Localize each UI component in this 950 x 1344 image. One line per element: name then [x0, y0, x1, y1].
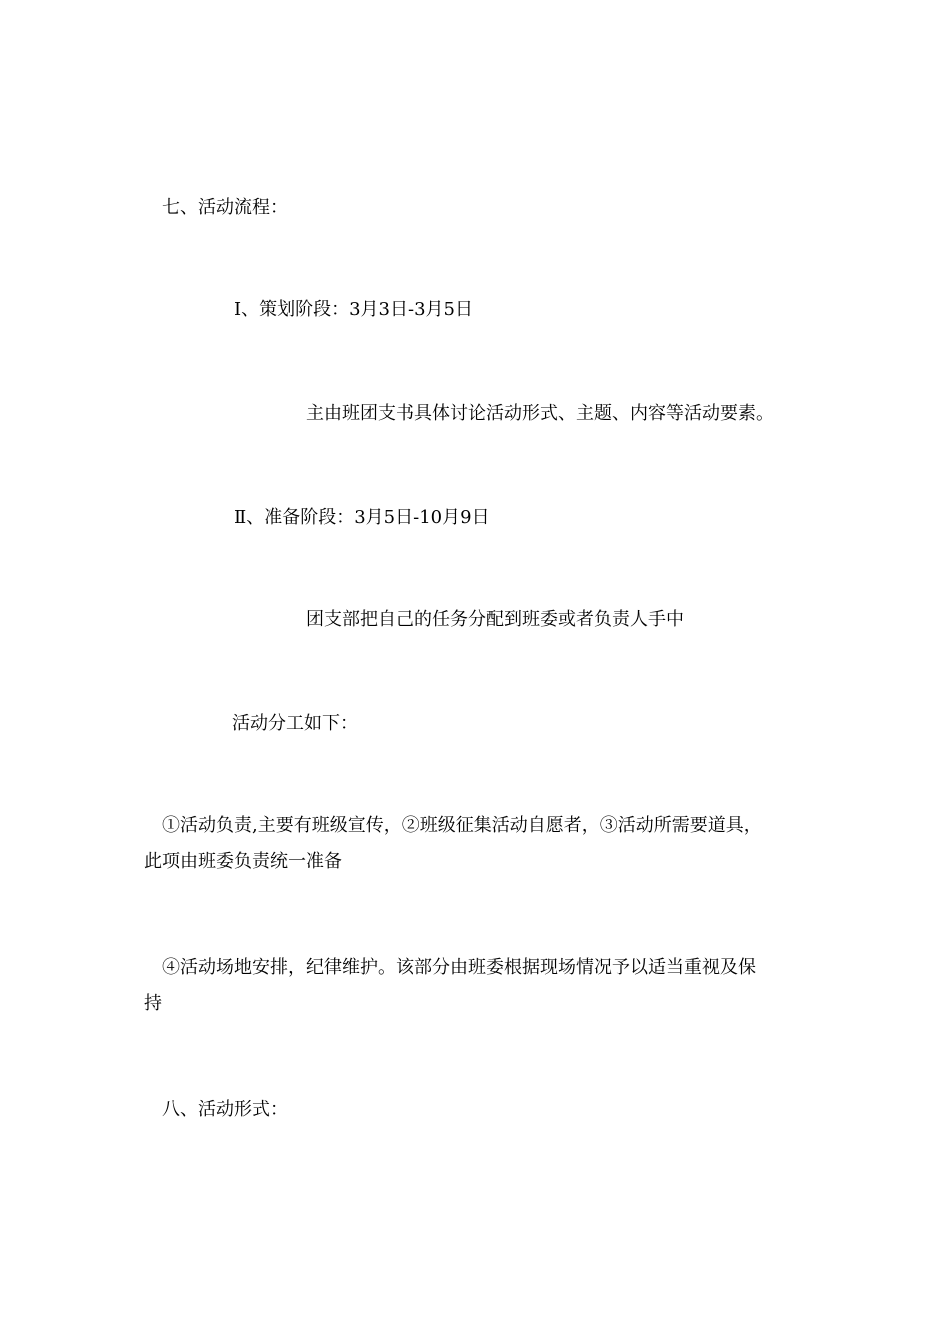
paragraph-line: 持 [144, 993, 162, 1014]
section-7-heading: 七、活动流程： [162, 197, 288, 218]
stage-2-description: 团支部把自己的任务分配到班委或者负责人手中 [306, 609, 684, 630]
paragraph-line: 此项由班委负责统一准备 [144, 851, 342, 872]
section-8-heading: 八、活动形式： [162, 1099, 288, 1120]
stage-1-description: 主由班团支书具体讨论活动形式、主题、内容等活动要素。 [306, 403, 774, 424]
division-item-1-paragraph [144, 808, 762, 880]
division-heading: 活动分工如下： [232, 713, 358, 734]
paragraph-line: ①活动负责,主要有班级宣传，②班级征集活动自愿者，③活动所需要道具， [162, 815, 762, 836]
stage-2-title: Ⅱ、准备阶段：3月5日-10月9日 [234, 507, 490, 528]
division-item-4-paragraph [144, 950, 756, 1022]
stage-1-title: Ⅰ、策划阶段：3月3日-3月5日 [234, 299, 473, 320]
paragraph-line: ④活动场地安排，纪律维护。该部分由班委根据现场情况予以适当重视及保 [162, 957, 756, 978]
